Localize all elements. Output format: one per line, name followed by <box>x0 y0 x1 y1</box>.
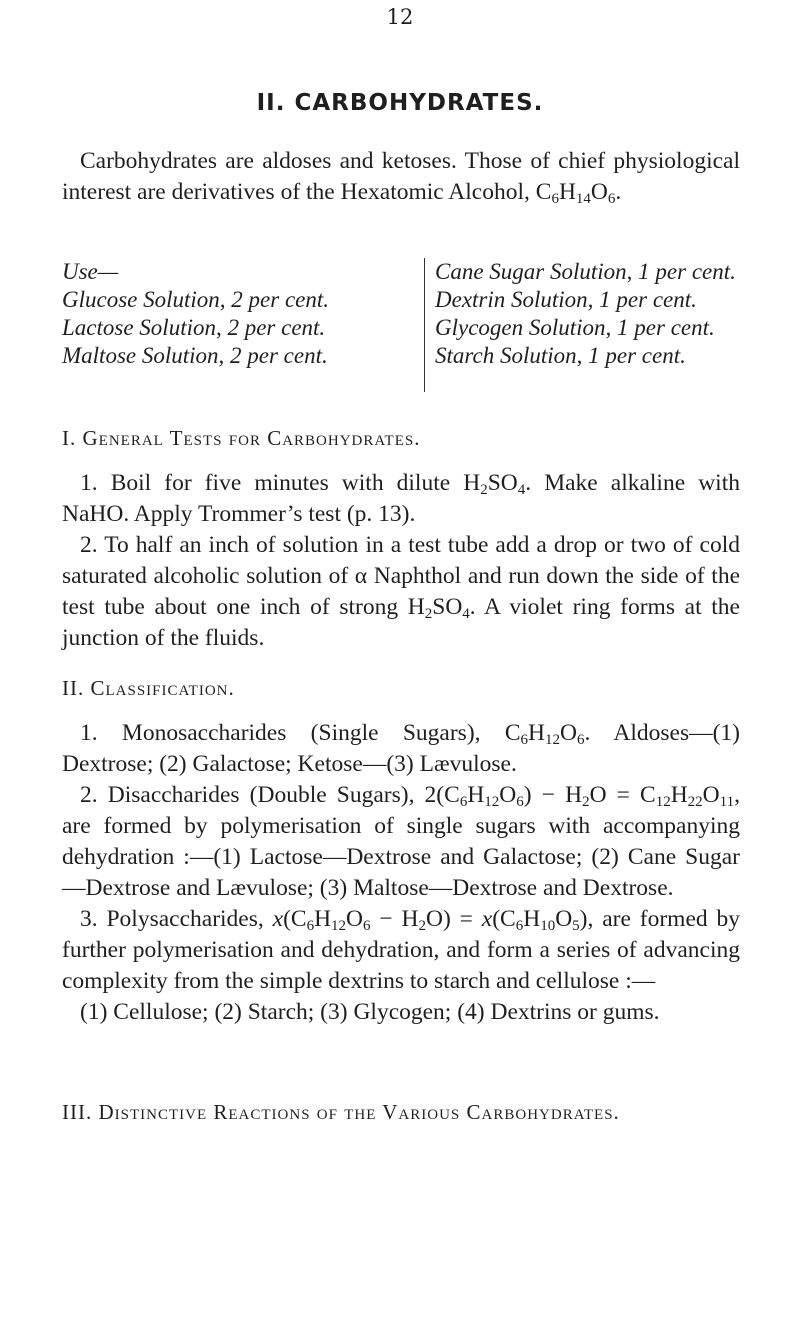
uses-item: Glycogen Solution, 1 per cent. <box>435 315 715 340</box>
text: 1. Monosaccharides (Single Sugars), C <box>80 720 521 746</box>
uses-item: Cane Sugar Solution, 1 per cent. <box>435 259 736 284</box>
intro-text: Carbohydrates are aldoses and ketoses. Those of chief physiological interest are derivatives of the Hexatomic Alcohol, C <box>62 148 740 205</box>
text: SO <box>432 594 463 620</box>
intro-paragraph <box>62 146 740 208</box>
text: . Aldoses—(1) Dextrose; (2) Galactose; Ketose—(3) Lævulose. <box>62 720 740 777</box>
text: 1. Boil for five minutes with dilute H <box>80 470 481 496</box>
text: O = C <box>589 782 656 808</box>
section-heading: I. General Tests for Carbohydrates. <box>62 426 421 450</box>
text: SO <box>487 470 518 496</box>
text: H <box>467 782 485 808</box>
text: (C <box>492 906 516 932</box>
subscript: 6 <box>607 191 616 207</box>
subscript: 6 <box>520 732 529 748</box>
text: ) − H <box>523 782 583 808</box>
polysaccharides-paragraph <box>62 904 740 997</box>
text: O <box>499 782 517 808</box>
subscript: 5 <box>572 918 580 934</box>
formula-part: H <box>558 179 576 205</box>
text: ), are formed by further polymerisation and dehydration, and form a series of advancing complexity from the simple dextrins to starch and cellulose :— <box>62 906 740 994</box>
section-distinctive-reactions <box>62 1097 740 1128</box>
subscript: 14 <box>575 191 591 207</box>
text: O <box>560 720 577 746</box>
uses-item: Starch Solution, 1 per cent. <box>435 343 686 368</box>
text: . A violet ring forms at the junction of the fluids. <box>62 594 740 651</box>
polysaccharide-list: (1) Cellulose; (2) Starch; (3) Glycogen; (4) Dextrins or gums. <box>80 999 660 1025</box>
subscript: 2 <box>480 482 488 498</box>
variable: x <box>272 906 284 932</box>
subscript: 22 <box>687 794 703 810</box>
uses-label: Use— <box>62 259 119 284</box>
subscript: 6 <box>551 191 559 207</box>
subscript: 12 <box>655 794 671 810</box>
text: O) = <box>425 906 482 932</box>
subscript: 2 <box>424 606 433 622</box>
text: − H <box>370 906 419 932</box>
subscript: 6 <box>363 918 371 934</box>
subscript: 2 <box>582 794 590 810</box>
subscript: 2 <box>418 918 426 934</box>
formula-part: O <box>590 179 608 205</box>
subscript: 10 <box>540 918 556 934</box>
text: 2. To half an inch of solution in a test tube add a drop or two of cold saturated alcoholic solution of α Naphthol and run down the side of the test tube about one inch of strong H <box>62 532 740 620</box>
text: (C <box>283 906 307 932</box>
text: H <box>670 782 688 808</box>
test-2-paragraph <box>62 530 740 654</box>
subscript: 6 <box>306 918 315 934</box>
subscript: 4 <box>462 606 470 622</box>
subscript: 11 <box>719 794 735 810</box>
column-divider <box>424 258 425 392</box>
uses-table <box>62 258 740 400</box>
subscript: 12 <box>545 732 560 748</box>
section-heading: III. Distinctive Reactions of the Various Carbohydrates. <box>62 1100 620 1124</box>
subscript: 6 <box>459 794 468 810</box>
text: O <box>346 906 364 932</box>
uses-right-column <box>435 258 740 370</box>
uses-item: Dextrin Solution, 1 per cent. <box>435 287 697 312</box>
text: H <box>523 906 541 932</box>
formula-part: . <box>615 179 622 205</box>
text: O <box>702 782 720 808</box>
subscript: 12 <box>484 794 500 810</box>
test-1-paragraph <box>62 468 740 530</box>
text: O <box>555 906 573 932</box>
uses-item: Maltose Solution, 2 per cent. <box>62 343 328 368</box>
subscript: 6 <box>576 732 585 748</box>
page-number: 12 <box>386 5 414 29</box>
section-heading: II. Classification. <box>62 676 235 700</box>
page-title: II. CARBOHYDRATES. <box>256 90 544 116</box>
subscript: 4 <box>517 482 526 498</box>
text: 2. Disaccharides (Double Sugars), 2(C <box>80 782 460 808</box>
text: 3. Polysaccharides, <box>80 906 273 932</box>
uses-left-column <box>62 258 414 370</box>
section-classification <box>62 673 740 1028</box>
subscript: 6 <box>516 794 524 810</box>
uses-item: Lactose Solution, 2 per cent. <box>62 315 326 340</box>
disaccharides-paragraph <box>62 780 740 904</box>
text: H <box>528 720 545 746</box>
text: H <box>314 906 332 932</box>
subscript: 6 <box>515 918 524 934</box>
uses-item: Glucose Solution, 2 per cent. <box>62 287 330 312</box>
subscript: 12 <box>331 918 347 934</box>
spacer <box>62 704 740 718</box>
section-general-tests <box>62 423 740 654</box>
spacer <box>62 454 740 468</box>
text: . Make alkaline with NaHO. Apply Trommer’s test (p. 13). <box>62 470 740 527</box>
text: , are formed by polymerisation of single sugars with accompanying dehydration :—(1) Lactose—Dextrose and Galactose; (2) Cane Sugar—Dextrose and Lævulose; (3) Maltose—Dextrose and Dextrose. <box>62 782 740 901</box>
variable: x <box>481 906 493 932</box>
monosaccharides-paragraph <box>62 718 740 780</box>
